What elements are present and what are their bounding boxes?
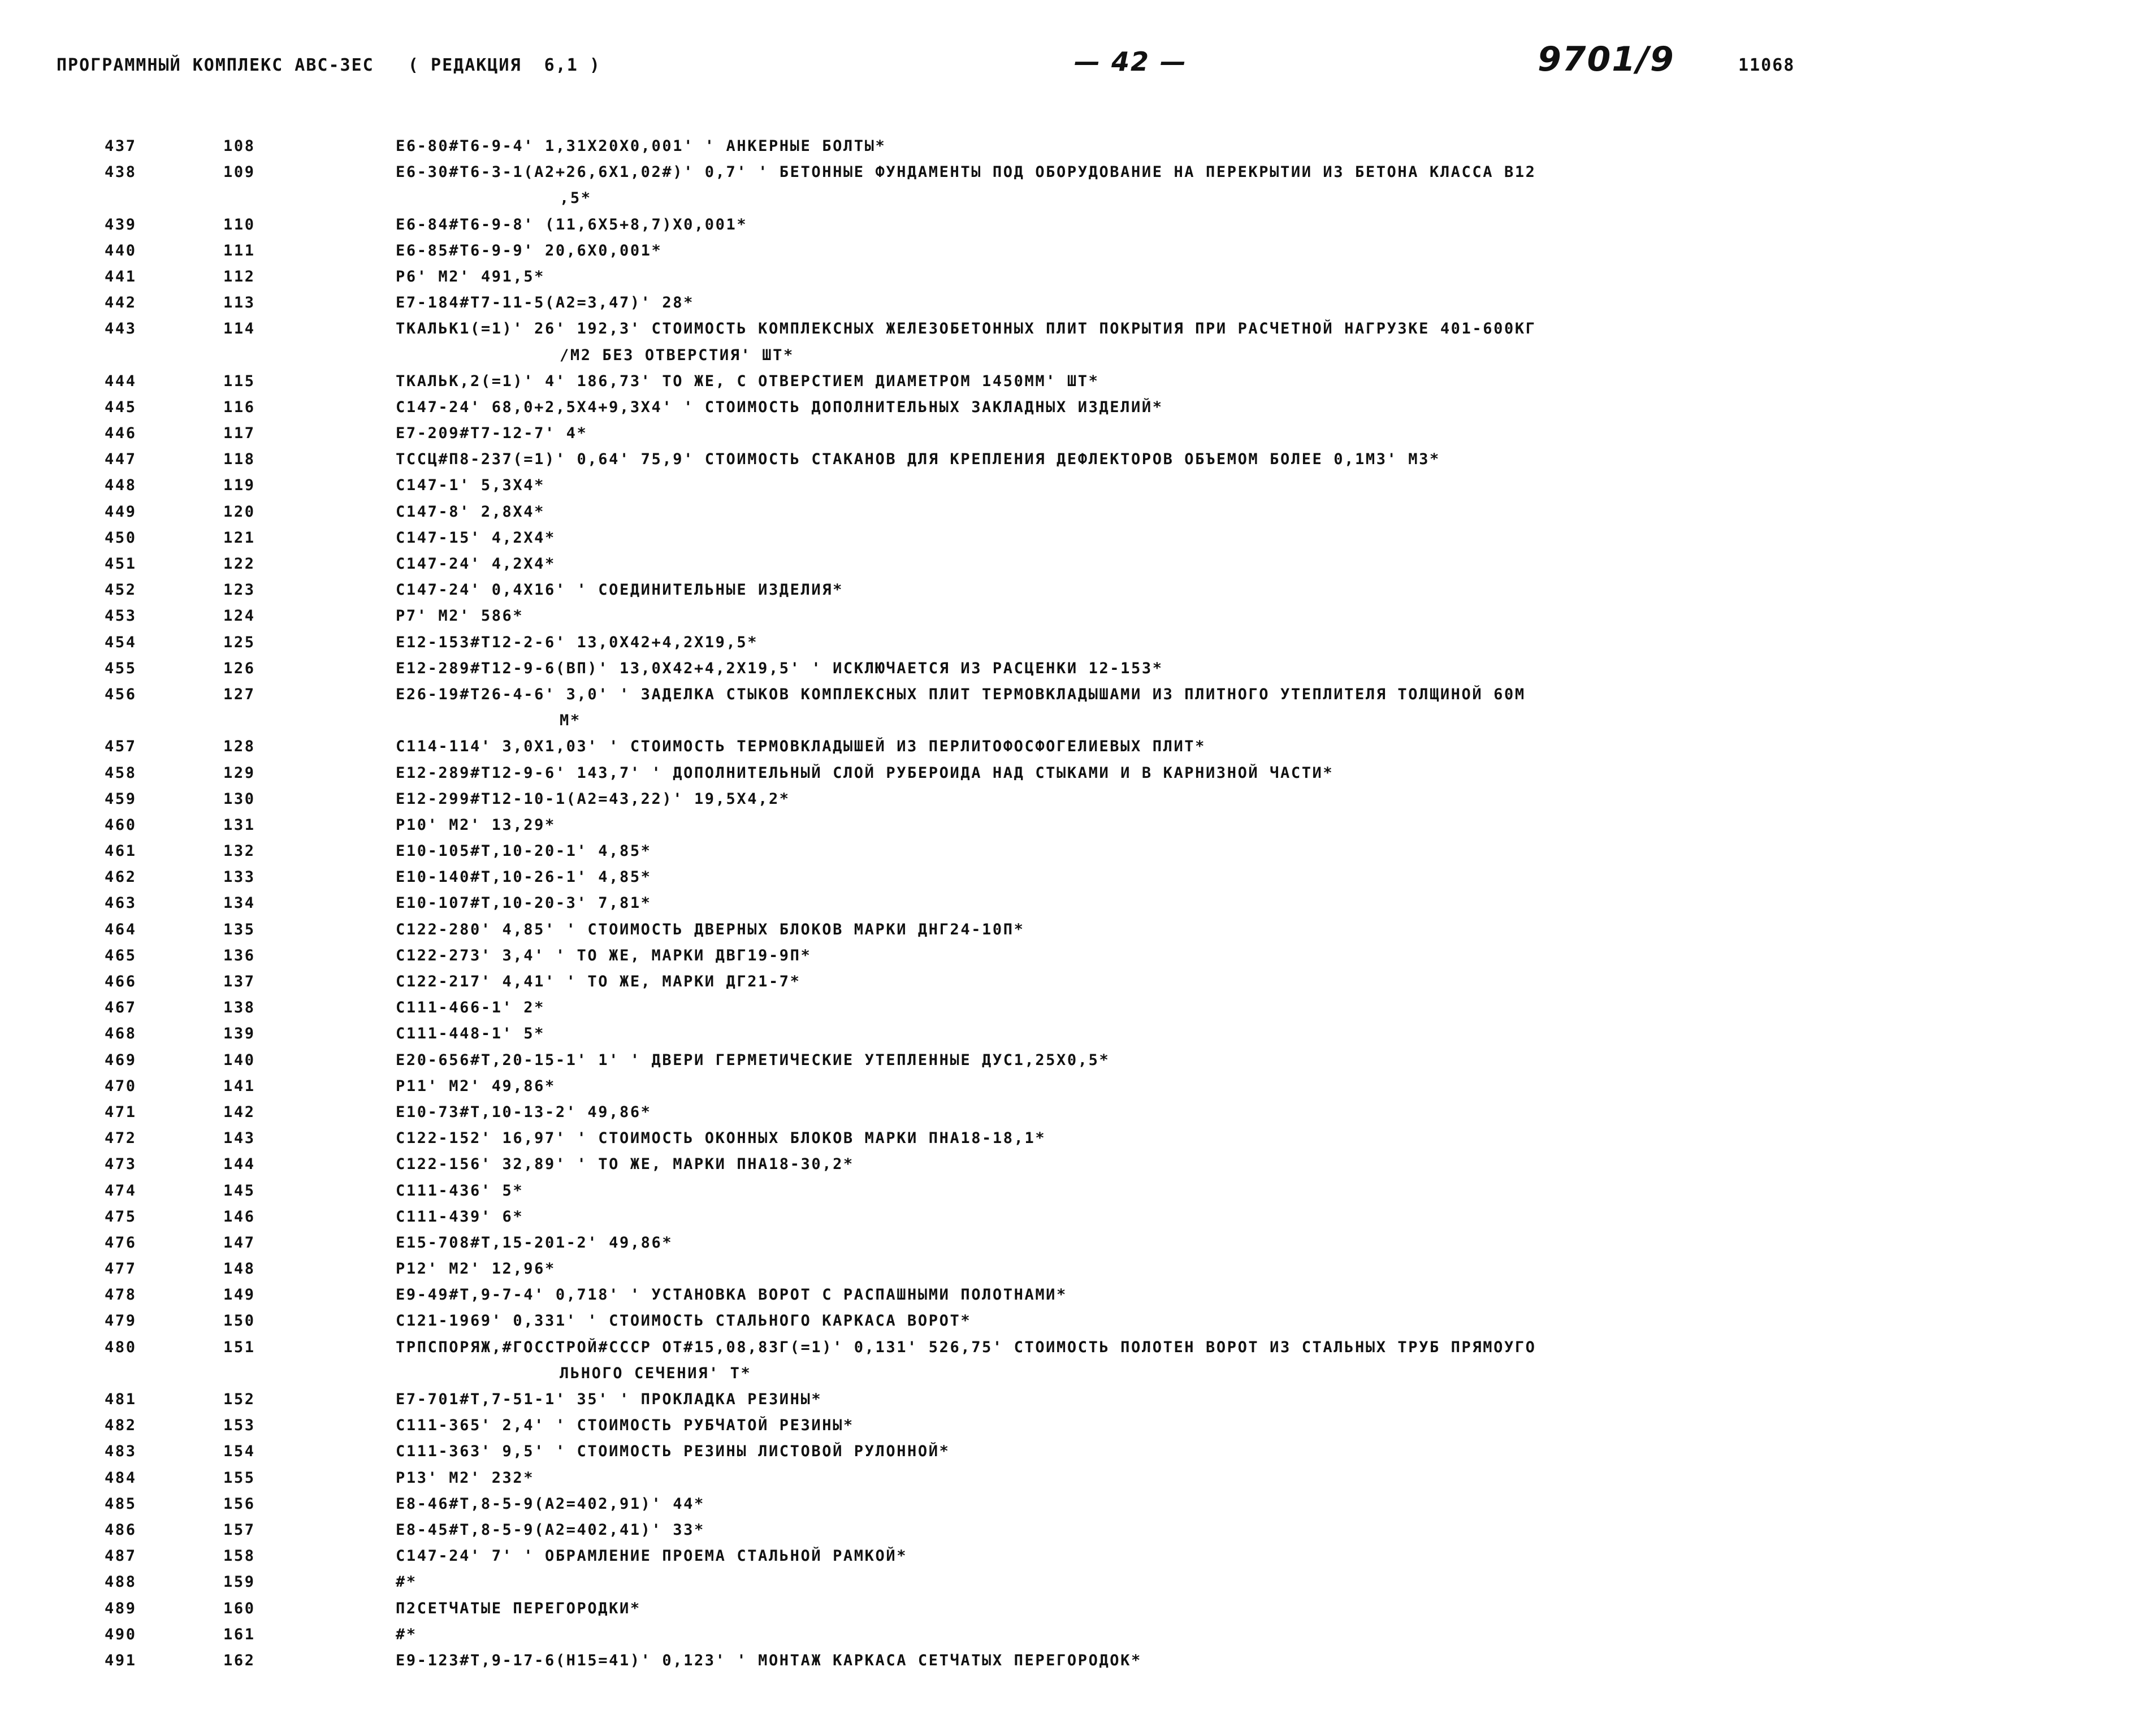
listing-row (0, 238, 2143, 264)
statement-text: С111-365' 2,4' ' СТОИМОСТЬ РУБЧАТОЙ РЕЗИНЫ* (396, 1417, 854, 1435)
line-number: 438 (105, 163, 137, 181)
statement-number: 158 (223, 1547, 256, 1565)
statement-number: 140 (223, 1051, 256, 1069)
statement-number: 137 (223, 973, 256, 990)
line-number: 488 (105, 1573, 137, 1591)
statement-text: М* (560, 712, 581, 730)
line-number: 456 (105, 685, 137, 703)
statement-text: #* (396, 1625, 417, 1643)
line-number: 473 (105, 1155, 137, 1174)
statement-number: 121 (223, 529, 256, 547)
document-id: 11068 (1738, 55, 1795, 75)
listing-row (0, 133, 2143, 159)
statement-text: С111-448-1' 5* (396, 1025, 545, 1043)
line-number: 440 (105, 241, 137, 259)
listing-row (0, 917, 2143, 943)
line-number: 441 (105, 267, 137, 285)
line-number: 442 (105, 294, 137, 312)
listing-row (0, 1413, 2143, 1439)
listing-row (0, 1439, 2143, 1465)
line-number: 480 (105, 1338, 137, 1356)
listing-row (0, 1256, 2143, 1282)
statement-text: ,5* (560, 189, 592, 207)
statement-number: 114 (223, 320, 256, 338)
listing-row (0, 734, 2143, 760)
statement-number: 145 (223, 1181, 256, 1200)
statement-text: С147-8' 2,8Х4* (396, 503, 545, 521)
line-number: 477 (105, 1260, 137, 1278)
page-number: — 42 — (1074, 46, 1188, 77)
listing-row (0, 812, 2143, 838)
line-number: 482 (105, 1417, 137, 1435)
statement-text: С122-273' 3,4' ' ТО ЖЕ, МАРКИ ДВГ19-9П* (396, 946, 812, 964)
listing-row (0, 603, 2143, 629)
line-number: 479 (105, 1312, 137, 1330)
statement-text: Е12-153#Т12-2-6' 13,0Х42+4,2Х19,5* (396, 633, 759, 651)
statement-text: С111-363' 9,5' ' СТОИМОСТЬ РЕЗИНЫ ЛИСТОВОЙ РУЛОННОЙ* (396, 1443, 950, 1461)
listing-row (0, 473, 2143, 499)
line-number: 454 (105, 633, 137, 651)
statement-text: Е6-85#Т6-9-9' 20,6Х0,001* (396, 241, 663, 259)
statement-number: 118 (223, 451, 256, 469)
statement-number: 160 (223, 1599, 256, 1617)
statement-number: 150 (223, 1312, 256, 1330)
statement-number: 119 (223, 477, 256, 495)
line-number: 465 (105, 946, 137, 964)
line-number: 486 (105, 1521, 137, 1539)
line-number: 443 (105, 320, 137, 338)
line-number: 487 (105, 1547, 137, 1565)
listing-row (0, 1125, 2143, 1151)
listing-row (0, 551, 2143, 577)
line-number: 491 (105, 1651, 137, 1669)
statement-number: 116 (223, 398, 256, 416)
statement-number: 139 (223, 1025, 256, 1043)
listing-row (0, 760, 2143, 786)
statement-text: Е9-123#Т,9-17-6(Н15=41)' 0,123' ' МОНТАЖ КАРКАСА СЕТЧАТЫХ ПЕРЕГОРОДОК* (396, 1651, 1142, 1669)
statement-number: 122 (223, 555, 256, 573)
line-number: 439 (105, 215, 137, 233)
line-number: 459 (105, 790, 137, 808)
line-number: 463 (105, 894, 137, 912)
statement-text: Р11' М2' 49,86* (396, 1077, 556, 1095)
statement-number: 143 (223, 1129, 256, 1148)
statement-text: Е26-19#Т26-4-6' 3,0' ' ЗАДЕЛКА СТЫКОВ КОМПЛЕКСНЫХ ПЛИТ ТЕРМОВКЛАДЫШАМИ ИЗ ПЛИТНОГО УТЕПЛИТЕЛЯ ТОЛЩИНОЙ 60М (396, 685, 1526, 703)
statement-text: Е10-105#Т,10-20-1' 4,85* (396, 842, 652, 860)
statement-text: Е7-209#Т7-12-7' 4* (396, 425, 588, 443)
statement-number: 148 (223, 1260, 256, 1278)
line-number: 490 (105, 1625, 137, 1643)
listing-row (0, 577, 2143, 603)
line-number: 483 (105, 1443, 137, 1461)
statement-number: 141 (223, 1077, 256, 1095)
statement-text: Е8-45#Т,8-5-9(А2=402,41)' 33* (396, 1521, 705, 1539)
statement-text: С147-15' 4,2Х4* (396, 529, 556, 547)
line-number: 489 (105, 1599, 137, 1617)
line-number: 447 (105, 451, 137, 469)
statement-number: 131 (223, 816, 256, 834)
statement-text: С111-439' 6* (396, 1207, 524, 1226)
listing-row (0, 369, 2143, 395)
listing-row (0, 1335, 2143, 1361)
listing-row (0, 1543, 2143, 1569)
listing-row (0, 499, 2143, 525)
listing-row (0, 1569, 2143, 1595)
statement-text: Е10-107#Т,10-20-3' 7,81* (396, 894, 652, 912)
statement-number: 125 (223, 633, 256, 651)
line-number: 449 (105, 503, 137, 521)
listing-row (0, 159, 2143, 185)
statement-number: 161 (223, 1625, 256, 1643)
listing-row (0, 1648, 2143, 1674)
statement-text: С147-24' 7' ' ОБРАМЛЕНИЕ ПРОЕМА СТАЛЬНОЙ РАМКОЙ* (396, 1547, 908, 1565)
listing-row (0, 1282, 2143, 1308)
statement-text: /М2 БЕЗ ОТВЕРСТИЯ' ШТ* (560, 346, 794, 364)
listing-row (0, 1151, 2143, 1177)
statement-text: С147-24' 4,2Х4* (396, 555, 556, 573)
statement-text: С147-24' 0,4Х16' ' СОЕДИНИТЕЛЬНЫЕ ИЗДЕЛИЯ* (396, 581, 843, 599)
statement-text: Е6-84#Т6-9-8' (11,6Х5+8,7)Х0,001* (396, 215, 748, 233)
listing-row (0, 1622, 2143, 1648)
listing-row (0, 1073, 2143, 1099)
statement-text: Е12-299#Т12-10-1(А2=43,22)' 19,5Х4,2* (396, 790, 790, 808)
statement-text: С122-156' 32,89' ' ТО ЖЕ, МАРКИ ПНА18-30,2* (396, 1155, 854, 1174)
line-number: 471 (105, 1103, 137, 1121)
listing-row (0, 290, 2143, 316)
listing-row (0, 212, 2143, 238)
statement-text: Е6-30#Т6-3-1(А2+26,6Х1,02#)' 0,7' ' БЕТОННЫЕ ФУНДАМЕНТЫ ПОД ОБОРУДОВАНИЕ НА ПЕРЕКРЫТИИ ИЗ БЕТОНА КЛАССА В12 (396, 163, 1536, 181)
statement-number: 111 (223, 241, 256, 259)
listing-row (0, 630, 2143, 656)
listing-row (0, 1308, 2143, 1334)
statement-number: 135 (223, 920, 256, 938)
line-number: 474 (105, 1181, 137, 1200)
statement-number: 130 (223, 790, 256, 808)
statement-text: П2СЕТЧАТЫЕ ПЕРЕГОРОДКИ* (396, 1599, 641, 1617)
statement-text: Е15-708#Т,15-201-2' 49,86* (396, 1233, 673, 1252)
listing-row (0, 1596, 2143, 1622)
program-listing (0, 133, 2143, 1674)
statement-number: 152 (223, 1391, 256, 1408)
listing-row (0, 1178, 2143, 1204)
statement-text: С114-114' 3,0Х1,03' ' СТОИМОСТЬ ТЕРМОВКЛАДЫШЕЙ ИЗ ПЕРЛИТОФОСФОГЕЛИЕВЫХ ПЛИТ* (396, 738, 1206, 756)
listing-row (0, 969, 2143, 995)
statement-text: Е10-140#Т,10-26-1' 4,85* (396, 868, 652, 886)
statement-text: Р13' М2' 232* (396, 1469, 535, 1487)
listing-continuation-line (0, 1361, 2143, 1387)
listing-row (0, 1491, 2143, 1517)
listing-row (0, 1021, 2143, 1047)
statement-text: С122-152' 16,97' ' СТОИМОСТЬ ОКОННЫХ БЛОКОВ МАРКИ ПНА18-18,1* (396, 1129, 1046, 1148)
listing-continuation-line (0, 343, 2143, 369)
statement-number: 123 (223, 581, 256, 599)
statement-number: 157 (223, 1521, 256, 1539)
statement-number: 117 (223, 425, 256, 443)
statement-number: 124 (223, 607, 256, 625)
listing-row (0, 447, 2143, 473)
line-number: 448 (105, 477, 137, 495)
statement-number: 162 (223, 1651, 256, 1669)
listing-row (0, 786, 2143, 812)
statement-number: 156 (223, 1495, 256, 1513)
line-number: 478 (105, 1286, 137, 1304)
statement-number: 153 (223, 1417, 256, 1435)
line-number: 458 (105, 764, 137, 782)
listing-row (0, 838, 2143, 864)
statement-number: 159 (223, 1573, 256, 1591)
statement-number: 112 (223, 267, 256, 285)
statement-number: 129 (223, 764, 256, 782)
listing-row (0, 1204, 2143, 1230)
statement-text: С111-466-1' 2* (396, 999, 545, 1017)
listing-row (0, 890, 2143, 916)
statement-text: Р7' М2' 586* (396, 607, 524, 625)
statement-text: С147-1' 5,3Х4* (396, 477, 545, 495)
listing-row (0, 1387, 2143, 1413)
listing-continuation-line (0, 185, 2143, 211)
statement-number: 133 (223, 868, 256, 886)
line-number: 469 (105, 1051, 137, 1069)
line-number: 461 (105, 842, 137, 860)
statement-text: Р12' М2' 12,96* (396, 1260, 556, 1278)
line-number: 457 (105, 738, 137, 756)
statement-number: 109 (223, 163, 256, 181)
statement-text: Е12-289#Т12-9-6(ВП)' 13,0Х42+4,2Х19,5' ' ИСКЛЮЧАЕТСЯ ИЗ РАСЦЕНКИ 12-153* (396, 659, 1163, 677)
statement-number: 142 (223, 1103, 256, 1121)
statement-text: ЛЬНОГО СЕЧЕНИЯ' Т* (560, 1364, 752, 1382)
listing-row (0, 1099, 2143, 1125)
statement-text: #* (396, 1573, 417, 1591)
line-number: 455 (105, 659, 137, 677)
listing-continuation-line (0, 708, 2143, 734)
line-number: 464 (105, 920, 137, 938)
listing-row (0, 656, 2143, 682)
statement-text: ТКАЛЬК1(=1)' 26' 192,3' СТОИМОСТЬ КОМПЛЕКСНЫХ ЖЕЛЕЗОБЕТОННЫХ ПЛИТ ПОКРЫТИЯ ПРИ РАСЧЕТНОЙ НАГРУЗКЕ 401-600КГ (396, 320, 1536, 338)
statement-number: 146 (223, 1207, 256, 1226)
statement-number: 115 (223, 372, 256, 390)
line-number: 462 (105, 868, 137, 886)
statement-text: С111-436' 5* (396, 1181, 524, 1200)
statement-text: Е20-656#Т,20-15-1' 1' ' ДВЕРИ ГЕРМЕТИЧЕСКИЕ УТЕПЛЕННЫЕ ДУС1,25Х0,5* (396, 1051, 1110, 1069)
line-number: 444 (105, 372, 137, 390)
listing-row (0, 316, 2143, 342)
statement-number: 132 (223, 842, 256, 860)
listing-row (0, 995, 2143, 1021)
statement-text: Е10-73#Т,10-13-2' 49,86* (396, 1103, 652, 1121)
statement-text: С147-24' 68,0+2,5Х4+9,3Х4' ' СТОИМОСТЬ ДОПОЛНИТЕЛЬНЫХ ЗАКЛАДНЫХ ИЗДЕЛИЙ* (396, 398, 1163, 416)
line-number: 437 (105, 137, 137, 155)
statement-text: Е7-184#Т7-11-5(А2=3,47)' 28* (396, 294, 694, 312)
listing-row (0, 682, 2143, 708)
statement-text: С121-1969' 0,331' ' СТОИМОСТЬ СТАЛЬНОГО КАРКАСА ВОРОТ* (396, 1312, 972, 1330)
statement-number: 136 (223, 946, 256, 964)
listing-row (0, 943, 2143, 969)
listing-row (0, 1047, 2143, 1073)
statement-text: Р6' М2' 491,5* (396, 267, 545, 285)
statement-number: 155 (223, 1469, 256, 1487)
statement-number: 113 (223, 294, 256, 312)
line-number: 475 (105, 1207, 137, 1226)
line-number: 446 (105, 425, 137, 443)
statement-number: 127 (223, 685, 256, 703)
statement-number: 144 (223, 1155, 256, 1174)
line-number: 468 (105, 1025, 137, 1043)
line-number: 484 (105, 1469, 137, 1487)
line-number: 467 (105, 999, 137, 1017)
statement-number: 110 (223, 215, 256, 233)
line-number: 470 (105, 1077, 137, 1095)
line-number: 451 (105, 555, 137, 573)
line-number: 445 (105, 398, 137, 416)
line-number: 472 (105, 1129, 137, 1148)
statement-number: 151 (223, 1338, 256, 1356)
statement-number: 128 (223, 738, 256, 756)
line-number: 481 (105, 1391, 137, 1408)
statement-number: 108 (223, 137, 256, 155)
statement-text: Е12-289#Т12-9-6' 143,7' ' ДОПОЛНИТЕЛЬНЫЙ СЛОЙ РУБЕРОИДА НАД СТЫКАМИ И В КАРНИЗНОЙ ЧАСТИ* (396, 764, 1334, 782)
statement-number: 126 (223, 659, 256, 677)
line-number: 453 (105, 607, 137, 625)
statement-text: ТКАЛЬК,2(=1)' 4' 186,73' ТО ЖЕ, С ОТВЕРСТИЕМ ДИАМЕТРОМ 1450ММ' ШТ* (396, 372, 1099, 390)
statement-text: С122-217' 4,41' ' ТО ЖЕ, МАРКИ ДГ21-7* (396, 973, 801, 990)
statement-text: Р10' М2' 13,29* (396, 816, 556, 834)
statement-text: ТССЦ#П8-237(=1)' 0,64' 75,9' СТОИМОСТЬ СТАКАНОВ ДЛЯ КРЕПЛЕНИЯ ДЕФЛЕКТОРОВ ОБЪЕМОМ БОЛЕЕ 0,1М3' М3* (396, 451, 1440, 469)
statement-number: 149 (223, 1286, 256, 1304)
statement-text: Е7-701#Т,7-51-1' 35' ' ПРОКЛАДКА РЕЗИНЫ* (396, 1391, 822, 1408)
line-number: 476 (105, 1233, 137, 1252)
line-number: 466 (105, 973, 137, 990)
statement-text: Е8-46#Т,8-5-9(А2=402,91)' 44* (396, 1495, 705, 1513)
listing-row (0, 525, 2143, 551)
line-number: 450 (105, 529, 137, 547)
listing-row (0, 421, 2143, 447)
statement-text: Е9-49#Т,9-7-4' 0,718' ' УСТАНОВКА ВОРОТ С РАСПАШНЫМИ ПОЛОТНАМИ* (396, 1286, 1067, 1304)
listing-row (0, 395, 2143, 421)
listing-row (0, 1465, 2143, 1491)
statement-text: С122-280' 4,85' ' СТОИМОСТЬ ДВЕРНЫХ БЛОКОВ МАРКИ ДНГ24-10П* (396, 920, 1025, 938)
statement-text: ТРПСПОРЯЖ,#ГОССТРОЙ#СССР ОТ#15,08,83Г(=1)' 0,131' 526,75' СТОИМОСТЬ ПОЛОТЕН ВОРОТ ИЗ СТАЛЬНЫХ ТРУБ ПРЯМОУГО (396, 1338, 1536, 1356)
statement-number: 138 (223, 999, 256, 1017)
program-title: ПРОГРАММНЫЙ КОМПЛЕКС АВС-3ЕС ( РЕДАКЦИЯ 6,1 ) (57, 55, 601, 75)
line-number: 452 (105, 581, 137, 599)
listing-row (0, 864, 2143, 890)
listing-row (0, 1230, 2143, 1256)
statement-number: 134 (223, 894, 256, 912)
statement-text: Е6-80#Т6-9-4' 1,31Х20Х0,001' ' АНКЕРНЫЕ БОЛТЫ* (396, 137, 886, 155)
listing-row (0, 264, 2143, 290)
line-number: 460 (105, 816, 137, 834)
statement-number: 154 (223, 1443, 256, 1461)
line-number: 485 (105, 1495, 137, 1513)
statement-number: 120 (223, 503, 256, 521)
listing-row (0, 1517, 2143, 1543)
handwritten-doc-number: 9701/9 (1538, 40, 1675, 79)
statement-number: 147 (223, 1233, 256, 1252)
